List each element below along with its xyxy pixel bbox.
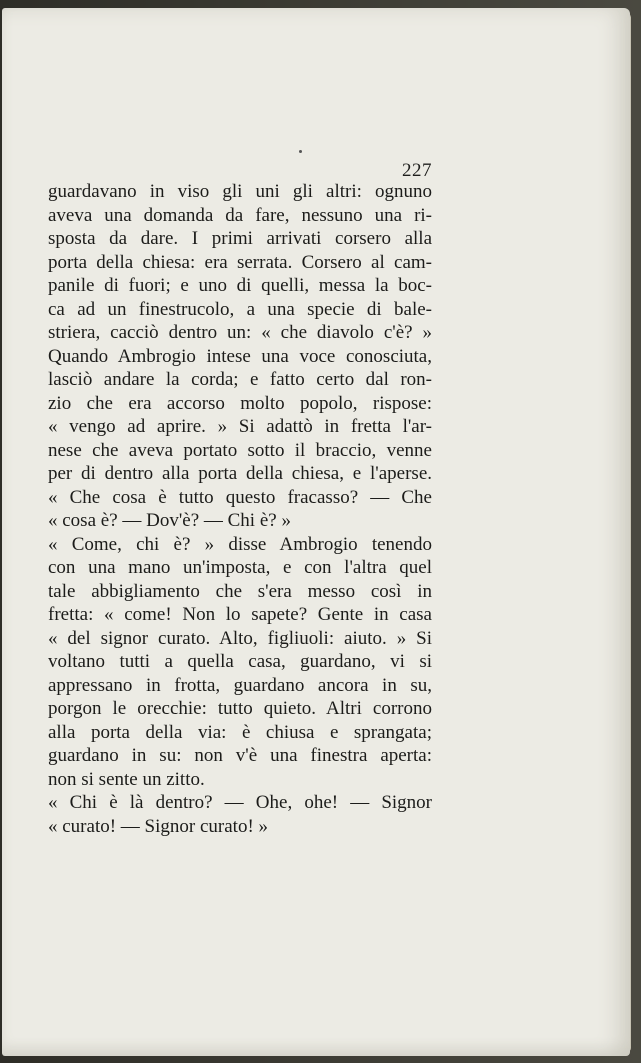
- text-line: « Chi è là dentro? — Ohe, ohe! — Signor: [48, 792, 432, 813]
- text-line: tale abbigliamento che s'era messo così in: [48, 580, 432, 602]
- text-line: guardano in su: non v'è una finestra aperta:: [48, 745, 432, 766]
- text-line: aveva una domanda da fare, nessuno una ri-: [48, 204, 432, 226]
- text-line: lasciò andare la corda; e fatto certo dal ron-: [48, 369, 432, 390]
- text-line: fretta: « come! Non lo sapete? Gente in casa: [48, 604, 432, 625]
- text-line: per di dentro alla porta della chiesa, e l'aperse.: [48, 463, 432, 484]
- ink-speck: [299, 150, 302, 153]
- text-line: voltano tutti a quella casa, guardano, vi si: [48, 651, 432, 672]
- text-line: « curato! — Signor curato! »: [48, 815, 269, 837]
- text-line: sposta da dare. I primi arrivati corsero alla: [48, 228, 432, 249]
- text-line: porta della chiesa: era serrata. Corsero al cam-: [48, 251, 432, 273]
- text-line: Quando Ambrogio intese una voce conosciuta,: [48, 345, 432, 367]
- body-text: [48, 180, 432, 838]
- text-line: « cosa è? — Dov'è? — Chi è? »: [48, 510, 291, 531]
- text-line: appressano in frotta, guardano ancora in su,: [48, 674, 432, 696]
- text-line: alla porta della via: è chiusa e sprangata;: [48, 721, 432, 743]
- page-number: 227: [402, 160, 432, 181]
- text-line: nese che aveva portato sotto il braccio, venne: [48, 439, 432, 461]
- text-line: guardavano in viso gli uni gli altri: ognuno: [48, 181, 432, 202]
- text-line: « del signor curato. Alto, figliuoli: aiuto. » Si: [48, 627, 432, 649]
- text-line: non si sente un zitto.: [48, 768, 205, 790]
- text-line: zio che era accorso molto popolo, rispose:: [48, 392, 432, 414]
- text-line: « Che cosa è tutto questo fracasso? — Che: [48, 486, 432, 508]
- text-line: panile di fuori; e uno di quelli, messa la boc-: [48, 275, 432, 296]
- text-line: « vengo ad aprire. » Si adattò in fretta l'ar-: [48, 416, 432, 437]
- text-line: ca ad un finestrucolo, a una specie di bale-: [48, 298, 432, 320]
- text-line: con una mano un'imposta, e con l'altra quel: [48, 557, 432, 578]
- text-line: striera, cacciò dentro un: « che diavolo c'è? »: [48, 322, 432, 343]
- text-line: « Come, chi è? » disse Ambrogio tenendo: [48, 533, 432, 555]
- text-line: porgon le orecchie: tutto quieto. Altri corrono: [48, 698, 432, 719]
